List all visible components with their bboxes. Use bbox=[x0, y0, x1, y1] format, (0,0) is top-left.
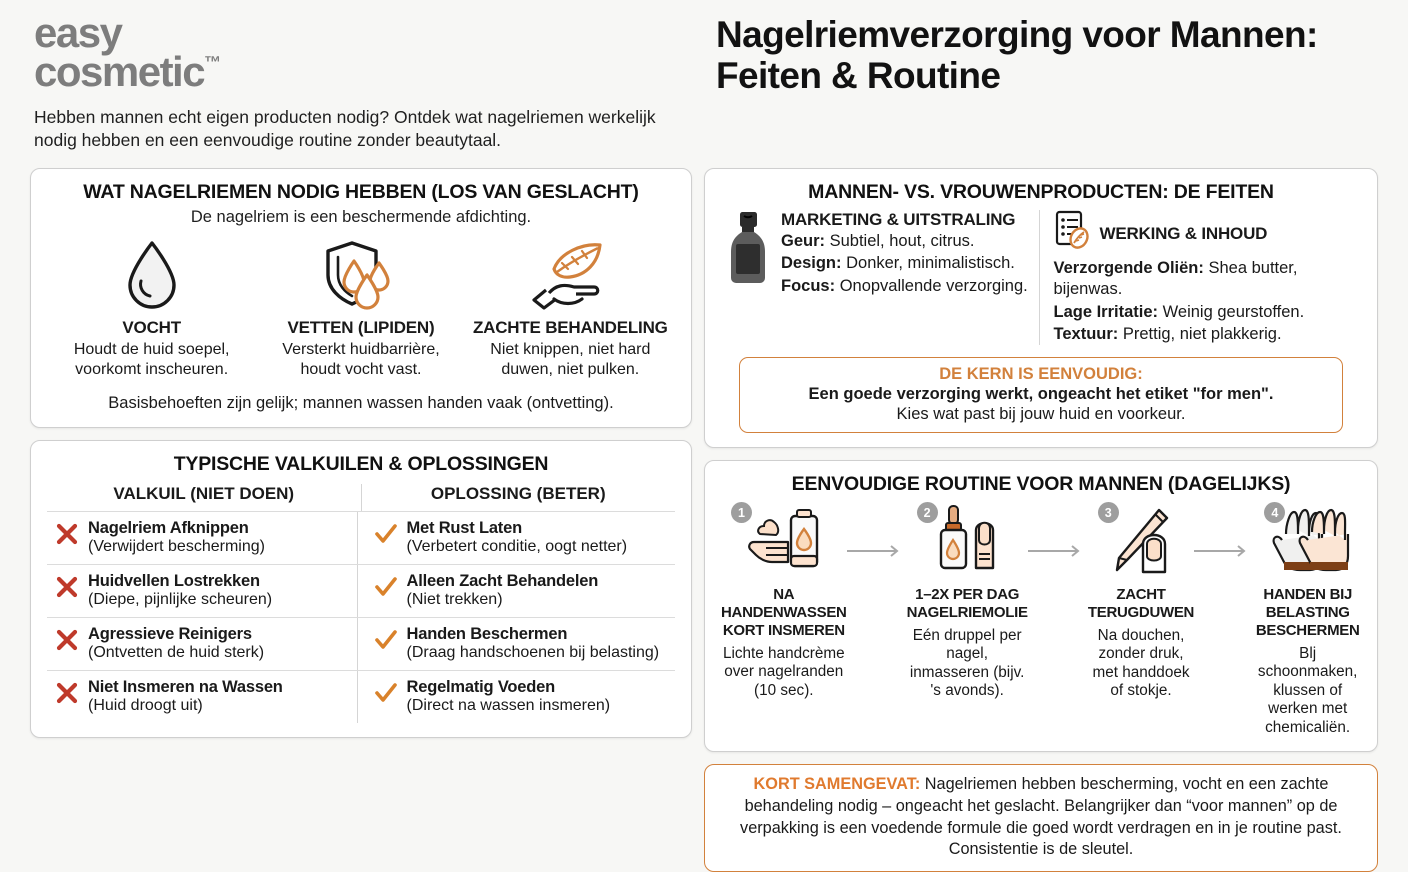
ingredient-list-icon bbox=[1054, 210, 1092, 257]
routine-card bbox=[704, 460, 1378, 752]
table-header-row bbox=[47, 484, 675, 511]
needs-card bbox=[30, 168, 692, 428]
arrow-icon bbox=[1028, 500, 1088, 558]
step-title: NA HANDENWASSEN KORT INSMEREN bbox=[721, 586, 847, 640]
step-title: 1–2X PER DAG NAGELRIEMOLIE bbox=[906, 586, 1028, 622]
facts-columns bbox=[721, 210, 1361, 345]
facts-card-title: MANNEN- VS. VROUWENPRODUCTEN: DE FEITEN bbox=[808, 181, 1274, 203]
core-message-line3: Kies wat past bij jouw huid en voorkeur. bbox=[896, 405, 1186, 424]
header-subheading: Hebben mannen echt eigen producten nodig? Ontdek wat nagelriemen werkelijk nodig hebben en een eenvoudige routine zonder beautytaal. bbox=[34, 107, 656, 151]
step-title: HANDEN BIJ BELASTING BESCHERMEN bbox=[1255, 586, 1360, 640]
fact-marketing-body bbox=[781, 210, 1029, 345]
pitfall-sub: (Ontvetten de huid sterk) bbox=[88, 644, 265, 662]
gloves-icon bbox=[1254, 500, 1361, 582]
table-row bbox=[47, 670, 675, 723]
header-left bbox=[34, 9, 706, 152]
step-number-badge: 2 bbox=[917, 502, 938, 523]
need-desc: Versterkt huidbarrière, houdt vocht vast. bbox=[282, 341, 440, 378]
routine-step-4 bbox=[1254, 500, 1361, 737]
column-header-pitfall: VALKUIL (NIET DOEN) bbox=[113, 484, 295, 503]
solution-title: Handen Beschermen bbox=[406, 625, 568, 644]
fact-line bbox=[781, 276, 1029, 297]
pitfall-title: Niet Insmeren na Wassen bbox=[88, 678, 283, 697]
brand-line1: easy bbox=[34, 9, 122, 56]
step-desc: Eén druppel per nagel, inmasseren (bijv. 's avonds). bbox=[909, 627, 1025, 700]
check-icon bbox=[374, 519, 398, 551]
solution-title: Regelmatig Voeden bbox=[406, 678, 555, 697]
dropper-bottle-nail-icon bbox=[907, 500, 1028, 582]
cuticle-stick-nail-icon bbox=[1088, 500, 1195, 582]
need-label: VETTEN (LIPIDEN) bbox=[287, 318, 435, 337]
core-message-line2: Een goede verzorging werkt, ongeacht het etiket "for men". bbox=[808, 385, 1274, 404]
page-title: Nagelriemverzorging voor Mannen: Feiten & Routine bbox=[716, 14, 1318, 97]
cross-icon bbox=[55, 519, 79, 551]
solution-sub: (Verbetert conditie, oogt netter) bbox=[406, 538, 628, 556]
core-message-box bbox=[739, 357, 1343, 433]
fact-line bbox=[1054, 302, 1358, 323]
solution-sub: (Niet trekken) bbox=[406, 591, 503, 609]
water-droplet-icon bbox=[53, 233, 250, 311]
fact-line-value: Prettig, niet plakkerig. bbox=[1122, 324, 1282, 343]
core-message-heading: DE KERN IS EENVOUDIG: bbox=[939, 365, 1143, 384]
summary-text: Nagelriemen hebben bescherming, vocht en een zachte behandeling nodig – ongeacht het geslacht. Belangrijker dan “voor mannen” op de verpakking is een voedende formule die goed wordt verdragen en in je routine past. Consistentie is de sleutel. bbox=[740, 774, 1342, 859]
routine-step-3 bbox=[1088, 500, 1195, 700]
header bbox=[0, 0, 1408, 152]
fact-line bbox=[1054, 258, 1358, 301]
pitfall-cell bbox=[47, 512, 357, 564]
check-icon bbox=[374, 572, 398, 604]
fact-title: MARKETING & UITSTRALING bbox=[781, 210, 1016, 229]
solution-cell bbox=[357, 512, 676, 564]
solution-cell bbox=[357, 565, 676, 617]
pitfalls-card-title: TYPISCHE VALKUILEN & OPLOSSINGEN bbox=[173, 453, 549, 475]
step-title: ZACHT TERUGDUWEN bbox=[1087, 586, 1195, 622]
need-item-lipids bbox=[256, 233, 465, 380]
needs-card-subtitle: De nagelriem is een beschermende afdichting. bbox=[190, 208, 532, 226]
right-column bbox=[704, 168, 1378, 872]
solution-sub: (Direct na wassen insmeren) bbox=[406, 697, 611, 715]
cross-icon bbox=[55, 572, 79, 604]
cross-icon bbox=[55, 678, 79, 710]
left-column bbox=[30, 168, 692, 872]
summary-box bbox=[704, 764, 1378, 872]
pitfall-cell bbox=[47, 671, 357, 723]
pitfall-sub: (Huid droogt uit) bbox=[88, 697, 203, 715]
need-desc: Niet knippen, niet hard duwen, niet pulken. bbox=[490, 341, 651, 378]
needs-card-footer: Basisbehoeften zijn gelijk; mannen wassen handen vaak (ontvetting). bbox=[108, 394, 614, 412]
step-desc: Na douchen, zonder druk, met handdoek of stokje. bbox=[1092, 627, 1190, 700]
brand-logo bbox=[34, 9, 706, 95]
pitfalls-card bbox=[30, 440, 692, 738]
need-label: ZACHTE BEHANDELING bbox=[472, 318, 668, 337]
fact-marketing bbox=[721, 210, 1033, 345]
hand-feather-icon bbox=[472, 233, 669, 311]
solution-sub: (Draag handschoenen bij belasting) bbox=[406, 644, 660, 662]
hand-cream-tube-icon bbox=[721, 500, 847, 582]
routine-step-1 bbox=[721, 500, 847, 700]
trademark-symbol: ™ bbox=[204, 52, 222, 72]
fact-line bbox=[781, 253, 1029, 274]
fact-title: WERKING & INHOUD bbox=[1099, 223, 1268, 243]
need-desc: Houdt de huid soepel, voorkomt inscheuren. bbox=[73, 341, 230, 378]
routine-steps bbox=[721, 500, 1361, 737]
fact-line-label: Geur: bbox=[781, 232, 826, 250]
step-number-badge: 3 bbox=[1098, 502, 1119, 523]
step-desc: Lichte handcrème over nagelranden (10 sec). bbox=[722, 645, 845, 699]
step-desc: Blj schoonmaken, klussen of werken met chemicaliën. bbox=[1257, 645, 1358, 736]
arrow-icon bbox=[847, 500, 907, 558]
pitfall-title: Agressieve Reinigers bbox=[88, 625, 252, 644]
need-item-moisture bbox=[47, 233, 256, 380]
pitfall-sub: (Diepe, pijnlijke scheuren) bbox=[88, 591, 273, 609]
solution-cell bbox=[357, 671, 676, 723]
solution-cell bbox=[357, 618, 676, 670]
arrow-icon bbox=[1194, 500, 1254, 558]
routine-step-2 bbox=[907, 500, 1028, 700]
table-row bbox=[47, 564, 675, 617]
step-number-badge: 1 bbox=[731, 502, 752, 523]
fact-line-value: Shea butter, bijenwas. bbox=[1053, 259, 1298, 299]
fact-line-value: Subtiel, hout, citrus. bbox=[829, 232, 975, 250]
summary-lead: KORT SAMENGEVAT: bbox=[753, 774, 921, 793]
brand-line2: cosmetic bbox=[34, 47, 205, 95]
fact-efficacy-body bbox=[1054, 210, 1358, 345]
table-row bbox=[47, 511, 675, 564]
pitfall-cell bbox=[47, 565, 357, 617]
needs-card-title: WAT NAGELRIEMEN NODIG HEBBEN (LOS VAN GESLACHT) bbox=[83, 181, 639, 203]
pitfall-cell bbox=[47, 618, 357, 670]
fact-marketing-head bbox=[781, 210, 1029, 230]
check-icon bbox=[374, 678, 398, 710]
fact-line-value: Onopvallende verzorging. bbox=[839, 276, 1028, 295]
routine-card-title: EENVOUDIGE ROUTINE VOOR MANNEN (DAGELIJKS) bbox=[791, 473, 1291, 496]
fact-line-label: Lage Irritatie: bbox=[1053, 302, 1159, 321]
fact-line bbox=[1054, 324, 1358, 345]
fact-line-label: Verzorgende Oliën: bbox=[1053, 259, 1204, 277]
solution-title: Alleen Zacht Behandelen bbox=[406, 572, 599, 591]
pitfall-title: Huidvellen Lostrekken bbox=[88, 572, 260, 591]
fact-line-label: Textuur: bbox=[1053, 324, 1119, 343]
shield-droplets-icon bbox=[262, 233, 459, 311]
fact-efficacy-head bbox=[1054, 210, 1358, 257]
header-right bbox=[706, 14, 1374, 152]
bottle-icon bbox=[725, 210, 771, 345]
fact-line-label: Focus: bbox=[781, 276, 836, 295]
check-icon bbox=[374, 625, 398, 657]
solution-title: Met Rust Laten bbox=[406, 519, 522, 537]
need-item-gentle bbox=[466, 233, 675, 380]
cross-icon bbox=[55, 625, 79, 657]
fact-line-value: Weinig geurstoffen. bbox=[1162, 302, 1305, 321]
pitfall-sub: (Verwijdert bescherming) bbox=[88, 538, 265, 556]
fact-line-value: Donker, minimalistisch. bbox=[846, 254, 1015, 273]
table-row bbox=[47, 617, 675, 670]
fact-line bbox=[781, 231, 1029, 252]
needs-list bbox=[47, 233, 675, 380]
column-header-solution: OPLOSSING (BETER) bbox=[361, 484, 676, 511]
facts-card bbox=[704, 168, 1378, 448]
fact-line-label: Design: bbox=[781, 254, 842, 273]
pitfalls-table bbox=[47, 484, 675, 723]
fact-efficacy bbox=[1039, 210, 1362, 345]
pitfall-title: Nagelriem Afknippen bbox=[88, 519, 249, 537]
step-number-badge: 4 bbox=[1264, 502, 1285, 523]
need-label: VOCHT bbox=[122, 318, 181, 337]
content-grid bbox=[0, 168, 1408, 872]
